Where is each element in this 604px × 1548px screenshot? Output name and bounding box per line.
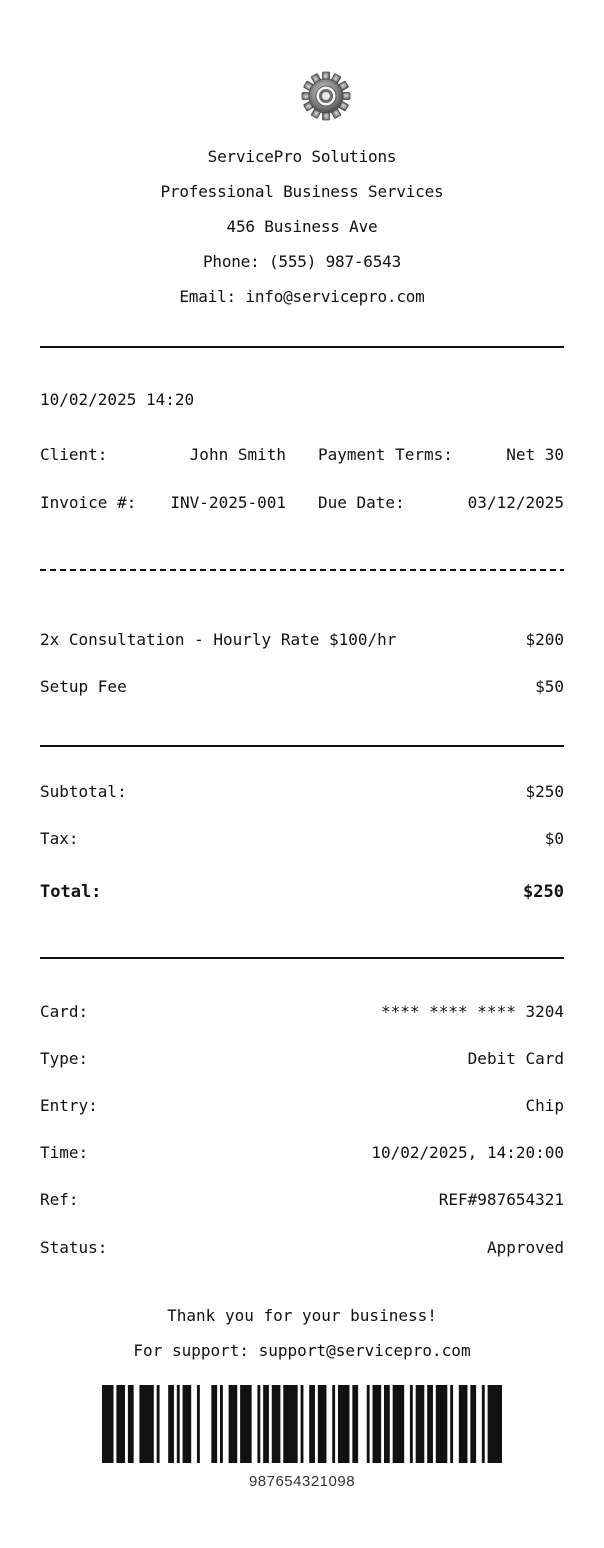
tax-row: [40, 827, 564, 851]
barcode-bar: [257, 1385, 260, 1463]
divider: [40, 957, 564, 959]
status-row: [40, 1236, 564, 1260]
barcode-bar: [197, 1385, 200, 1463]
barcode-bar: [128, 1385, 134, 1463]
subtotal-row: [40, 780, 564, 804]
barcode-bar: [352, 1385, 358, 1463]
barcode-bar: [116, 1385, 125, 1463]
barcode-bar: [384, 1385, 390, 1463]
gear-icon: [300, 70, 352, 122]
barcode-bar: [367, 1385, 370, 1463]
meta-row-client: [40, 443, 564, 467]
tax-value: $0: [544, 829, 564, 848]
divider: [40, 346, 564, 348]
barcode-bar: [332, 1385, 335, 1463]
barcode-bar: [450, 1385, 453, 1463]
card-value: **** **** **** 3204: [380, 1002, 564, 1021]
tax-label: Tax:: [40, 829, 79, 848]
total-value: $250: [523, 882, 564, 902]
time-label: Time:: [40, 1143, 89, 1162]
barcode-bar: [220, 1385, 223, 1463]
barcode-bar: [309, 1385, 315, 1463]
card-type-label: Type:: [40, 1049, 89, 1068]
total-row: [40, 880, 564, 904]
barcode-bar: [211, 1385, 217, 1463]
barcode-bar: [240, 1385, 252, 1463]
barcode-bar: [338, 1385, 350, 1463]
business-email: Email: info@servicepro.com: [179, 287, 425, 306]
invoice-label: Invoice #:: [40, 493, 137, 512]
barcode-bar: [373, 1385, 382, 1463]
due-date-label: Due Date:: [318, 493, 405, 512]
dashed-divider: [40, 569, 564, 571]
meta-row-invoice: [40, 491, 564, 515]
card-type-value: Debit Card: [467, 1049, 564, 1068]
barcode-bar: [301, 1385, 304, 1463]
barcode-bar: [318, 1385, 327, 1463]
line-item: [40, 628, 564, 652]
receipt-datetime: 10/02/2025 14:20: [40, 390, 195, 409]
barcode-bar: [229, 1385, 238, 1463]
barcode-bar: [459, 1385, 468, 1463]
time-value: 10/02/2025, 14:20:00: [371, 1143, 564, 1162]
barcode-number: 987654321098: [248, 1473, 356, 1490]
entry-row: [40, 1094, 564, 1118]
barcode-bar: [482, 1385, 485, 1463]
ref-value: REF#987654321: [438, 1190, 564, 1209]
status-value: Approved: [486, 1238, 564, 1257]
subtotal-value: $250: [525, 782, 564, 801]
due-date-value: 03/12/2025: [467, 493, 564, 512]
barcode-bar: [139, 1385, 153, 1463]
thank-you-message: Thank you for your business!: [167, 1306, 437, 1325]
card-label: Card:: [40, 1002, 89, 1021]
business-name: ServicePro Solutions: [207, 147, 397, 166]
business-phone: Phone: (555) 987-6543: [202, 252, 402, 271]
client-label: Client:: [40, 445, 108, 464]
support-contact: For support: support@servicepro.com: [133, 1341, 471, 1360]
line-item: [40, 675, 564, 699]
time-row: [40, 1141, 564, 1165]
barcode-bar: [393, 1385, 405, 1463]
barcode-bar: [263, 1385, 269, 1463]
entry-value: Chip: [525, 1096, 564, 1115]
divider: [40, 745, 564, 747]
entry-label: Entry:: [40, 1096, 98, 1115]
barcode-bar: [283, 1385, 297, 1463]
barcode-bar: [157, 1385, 160, 1463]
barcode-bar: [177, 1385, 180, 1463]
card-row: [40, 1000, 564, 1024]
line-item-description: Setup Fee: [40, 677, 127, 696]
barcode-bar: [168, 1385, 174, 1463]
business-header: [40, 143, 564, 318]
barcode-bar: [272, 1385, 281, 1463]
barcode-bar: [436, 1385, 448, 1463]
barcode-bar: [470, 1385, 476, 1463]
ref-row: [40, 1188, 564, 1212]
barcode-bar: [427, 1385, 433, 1463]
total-label: Total:: [40, 882, 102, 902]
barcode-bar: [488, 1385, 502, 1463]
client-value: John Smith: [189, 445, 286, 464]
terms-label: Payment Terms:: [318, 445, 453, 464]
card-type-row: [40, 1047, 564, 1071]
ref-label: Ref:: [40, 1190, 79, 1209]
line-item-description: 2x Consultation - Hourly Rate $100/hr: [40, 630, 397, 649]
line-item-amount: $200: [525, 630, 564, 649]
line-item-amount: $50: [535, 677, 564, 696]
barcode-bar: [102, 1385, 114, 1463]
barcode: [102, 1385, 502, 1463]
barcode-bar: [410, 1385, 413, 1463]
status-label: Status:: [40, 1238, 108, 1257]
barcode-bar: [416, 1385, 425, 1463]
business-tagline: Professional Business Services: [160, 182, 444, 201]
business-address: 456 Business Ave: [226, 217, 378, 236]
invoice-value: INV-2025-001: [170, 493, 286, 512]
subtotal-label: Subtotal:: [40, 782, 127, 801]
barcode-bar: [183, 1385, 192, 1463]
terms-value: Net 30: [506, 445, 564, 464]
